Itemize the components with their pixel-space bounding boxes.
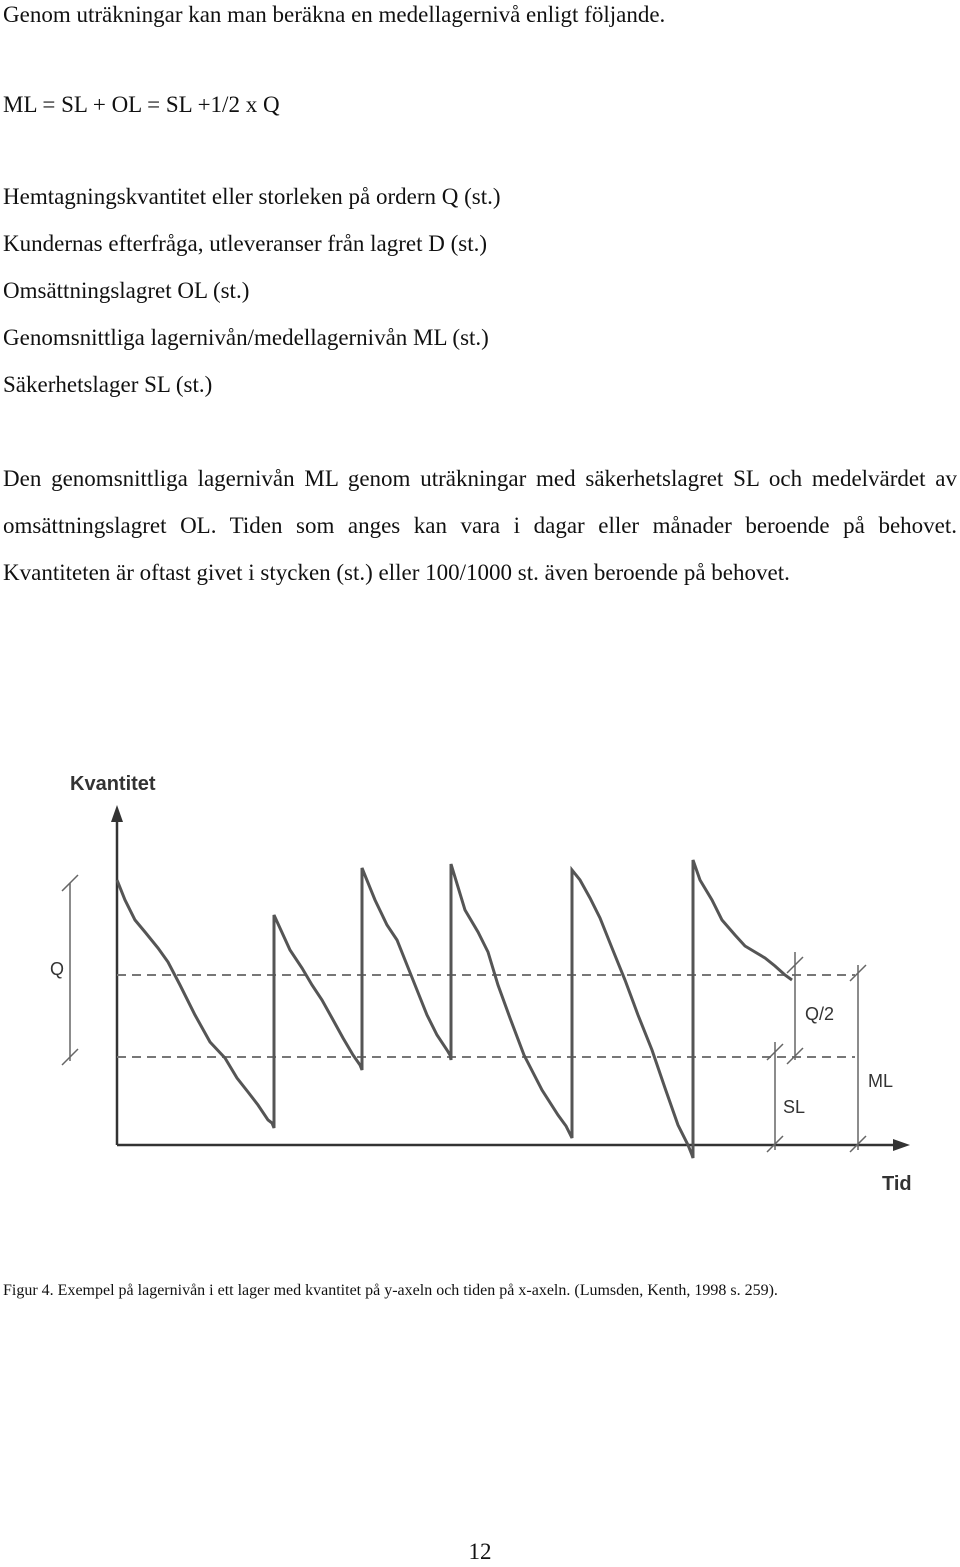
inventory-level-figure	[40, 760, 920, 1200]
definition-sl: Säkerhetslager SL (st.)	[3, 372, 213, 397]
formula: ML = SL + OL = SL +1/2 x Q	[3, 92, 280, 117]
y-axis-arrow	[111, 805, 123, 822]
page-number: 12	[468, 1539, 492, 1564]
figure-caption: Figur 4. Exempel på lagernivån i ett lager med kvantitet på y-axeln och tiden på x-axeln. (Lumsden, Kenth, 1998 s. 259).	[3, 1282, 778, 1299]
definition-ol: Omsättningslagret OL (st.)	[3, 278, 250, 303]
sl-label: SL	[783, 1097, 806, 1117]
inventory-level-curve	[117, 860, 792, 1158]
definition-ml: Genomsnittliga lagernivån/medellagernivån ML (st.)	[3, 325, 489, 350]
y-axis-label: Kvantitet	[70, 773, 156, 795]
x-axis-label: Tid	[882, 1173, 912, 1195]
inventory-diagram	[40, 760, 920, 1200]
ml-label: ML	[868, 1071, 894, 1091]
x-axis-arrow	[893, 1139, 910, 1151]
definition-q: Hemtagningskvantitet eller storleken på ordern Q (st.)	[3, 184, 501, 209]
body-paragraph: Den genomsnittliga lagernivån ML genom uträkningar med säkerhetslagret SL och medelvärdet av omsättningslagret OL. Tiden som anges kan vara i dagar eller månader beroende på behovet. Kvantiteten är oftast givet i stycken (st.) eller 100/1000 st. även beroende på behovet.	[3, 466, 957, 585]
q-label: Q	[50, 959, 65, 979]
q-half-label: Q/2	[805, 1004, 835, 1024]
intro-text: Genom uträkningar kan man beräkna en medellagernivå enligt följande.	[3, 2, 666, 27]
definition-d: Kundernas efterfråga, utleveranser från lagret D (st.)	[3, 231, 488, 256]
